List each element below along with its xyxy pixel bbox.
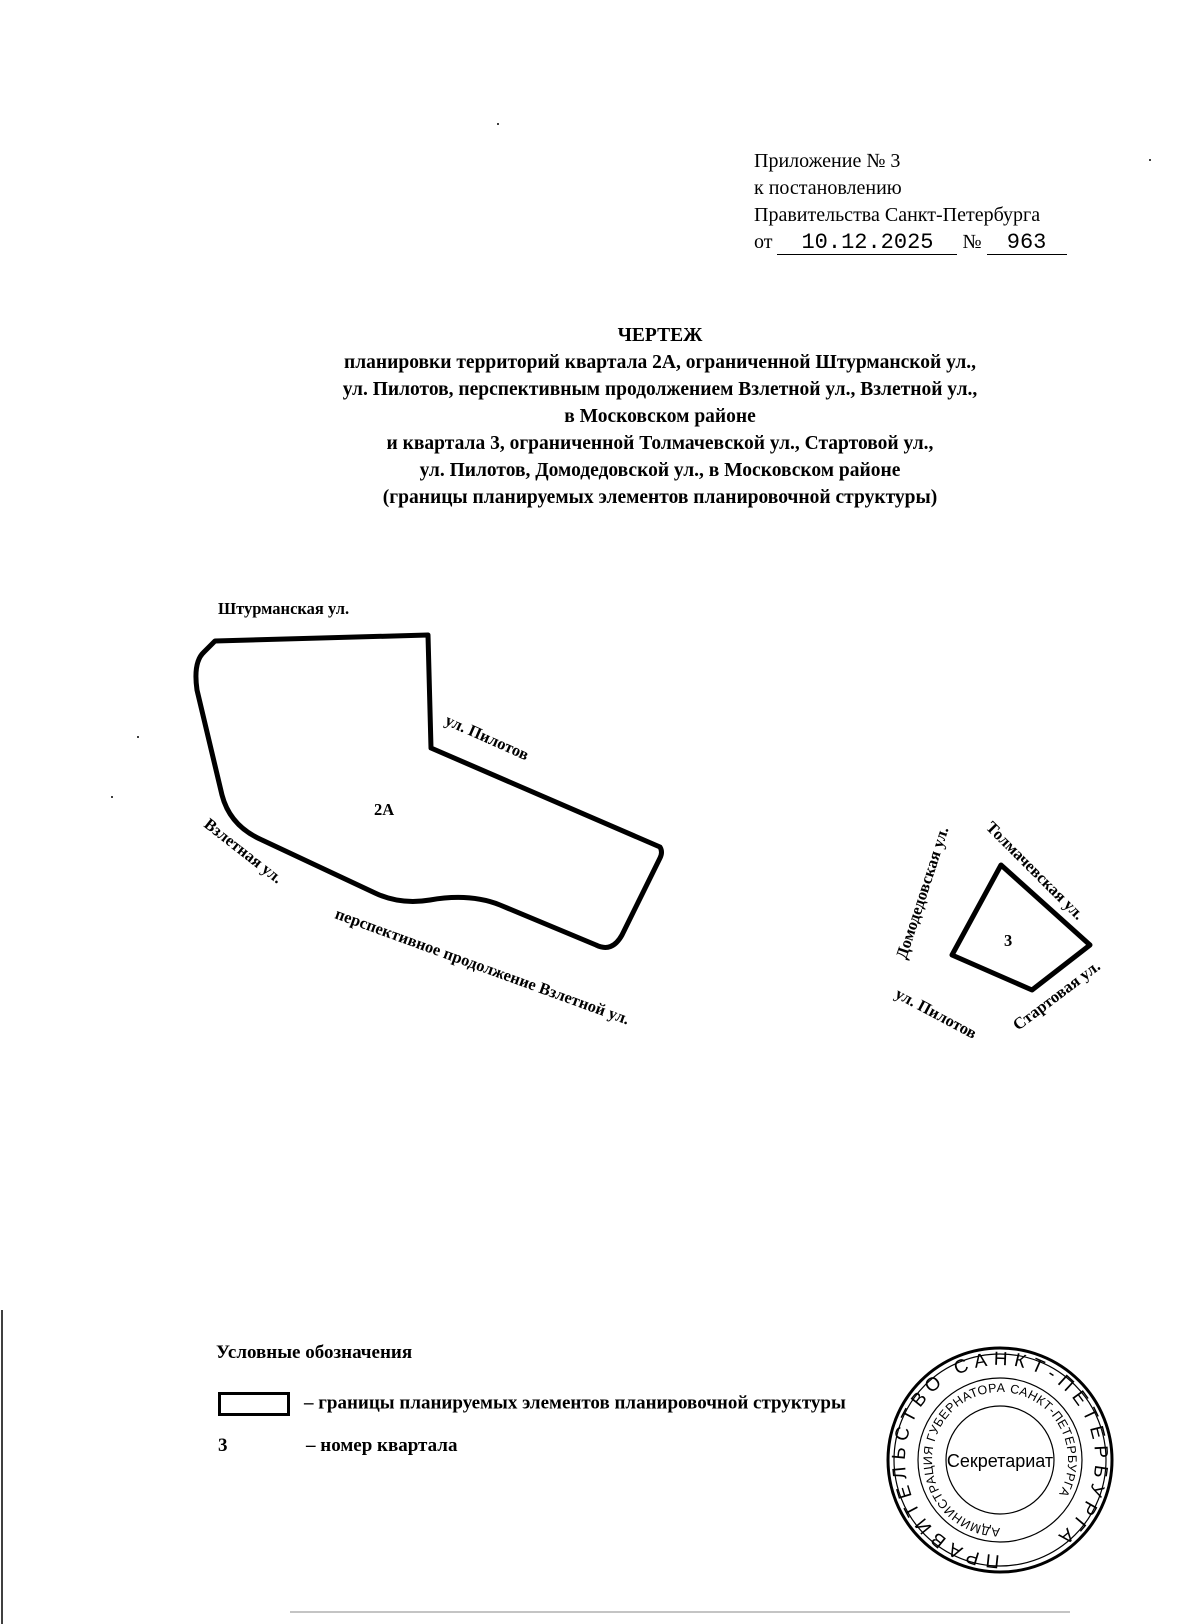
title-line: (границы планируемых элементов планировочной структуры) xyxy=(382,487,938,508)
legend-row-number xyxy=(218,1435,457,1457)
resolution-date: 10.12.2025 xyxy=(777,232,957,255)
legend-row-boundary xyxy=(218,1392,846,1416)
street-label-shturmanskaya: Штурманская ул. xyxy=(218,599,350,618)
date-prefix: от xyxy=(754,231,773,253)
scan-dot xyxy=(1149,159,1151,161)
scan-dot xyxy=(497,123,499,125)
street-label-pilotov: ул. Пилотов xyxy=(442,710,532,765)
title-heading: ЧЕРТЕЖ xyxy=(617,325,703,346)
number-prefix: № xyxy=(962,231,982,253)
street-label-domodedovskaya: Домодедовская ул. xyxy=(891,824,953,962)
seal-inner-text: АДМИНИСТРАЦИЯ ГУБЕРНАТОРА САНКТ-ПЕТЕРБУРГА xyxy=(921,1380,1080,1540)
appendix-resolution: к постановлению xyxy=(754,177,902,199)
legend-number-symbol: 3 xyxy=(218,1435,228,1456)
legend-number-text: – номер квартала xyxy=(306,1435,458,1456)
block-number-3: 3 xyxy=(1004,931,1013,950)
appendix-number: Приложение № 3 xyxy=(754,150,901,172)
seal-outer-text: ПРАВИТЕЛЬСТВО САНКТ-ПЕТЕРБУРГА xyxy=(888,1348,1112,1572)
title-line: и квартала 3, ограниченной Толмачевской ул., Стартовой ул., xyxy=(386,433,934,454)
title-line: ул. Пилотов, перспективным продолжением Взлетной ул., Взлетной ул., xyxy=(342,379,978,400)
resolution-number: 963 xyxy=(987,232,1067,255)
title-line: ул. Пилотов, Домодедовской ул., в Московском районе xyxy=(419,460,901,481)
legend-boundary-symbol xyxy=(218,1392,290,1416)
scan-dot xyxy=(111,796,113,798)
title-line: планировки территорий квартала 2А, ограниченной Штурманской ул., xyxy=(343,352,977,373)
title-line: в Московском районе xyxy=(564,406,756,427)
block-number-2a: 2А xyxy=(374,800,395,819)
official-seal xyxy=(888,1348,1112,1572)
street-label-pilotov-2: ул. Пилотов xyxy=(892,983,981,1043)
block-3-boundary xyxy=(952,865,1090,990)
street-label-perspective: перспективное продолжение Взлетной ул. xyxy=(332,903,633,1029)
legend-boundary-text: – границы планируемых элементов планировочной структуры xyxy=(304,1392,846,1414)
appendix-government: Правительства Санкт-Петербурга xyxy=(754,204,1041,226)
street-label-vzletnaya: Взлетная ул. xyxy=(200,814,287,888)
street-label-startovaya: Стартовая ул. xyxy=(1008,956,1104,1035)
seal-center-text: Секретариат xyxy=(946,1451,1054,1471)
scan-dot xyxy=(137,736,139,738)
block-2a-boundary xyxy=(196,635,662,947)
legend-title: Условные обозначения xyxy=(216,1342,413,1363)
street-label-tolmachevskaya: Толмачевская ул. xyxy=(982,817,1089,924)
